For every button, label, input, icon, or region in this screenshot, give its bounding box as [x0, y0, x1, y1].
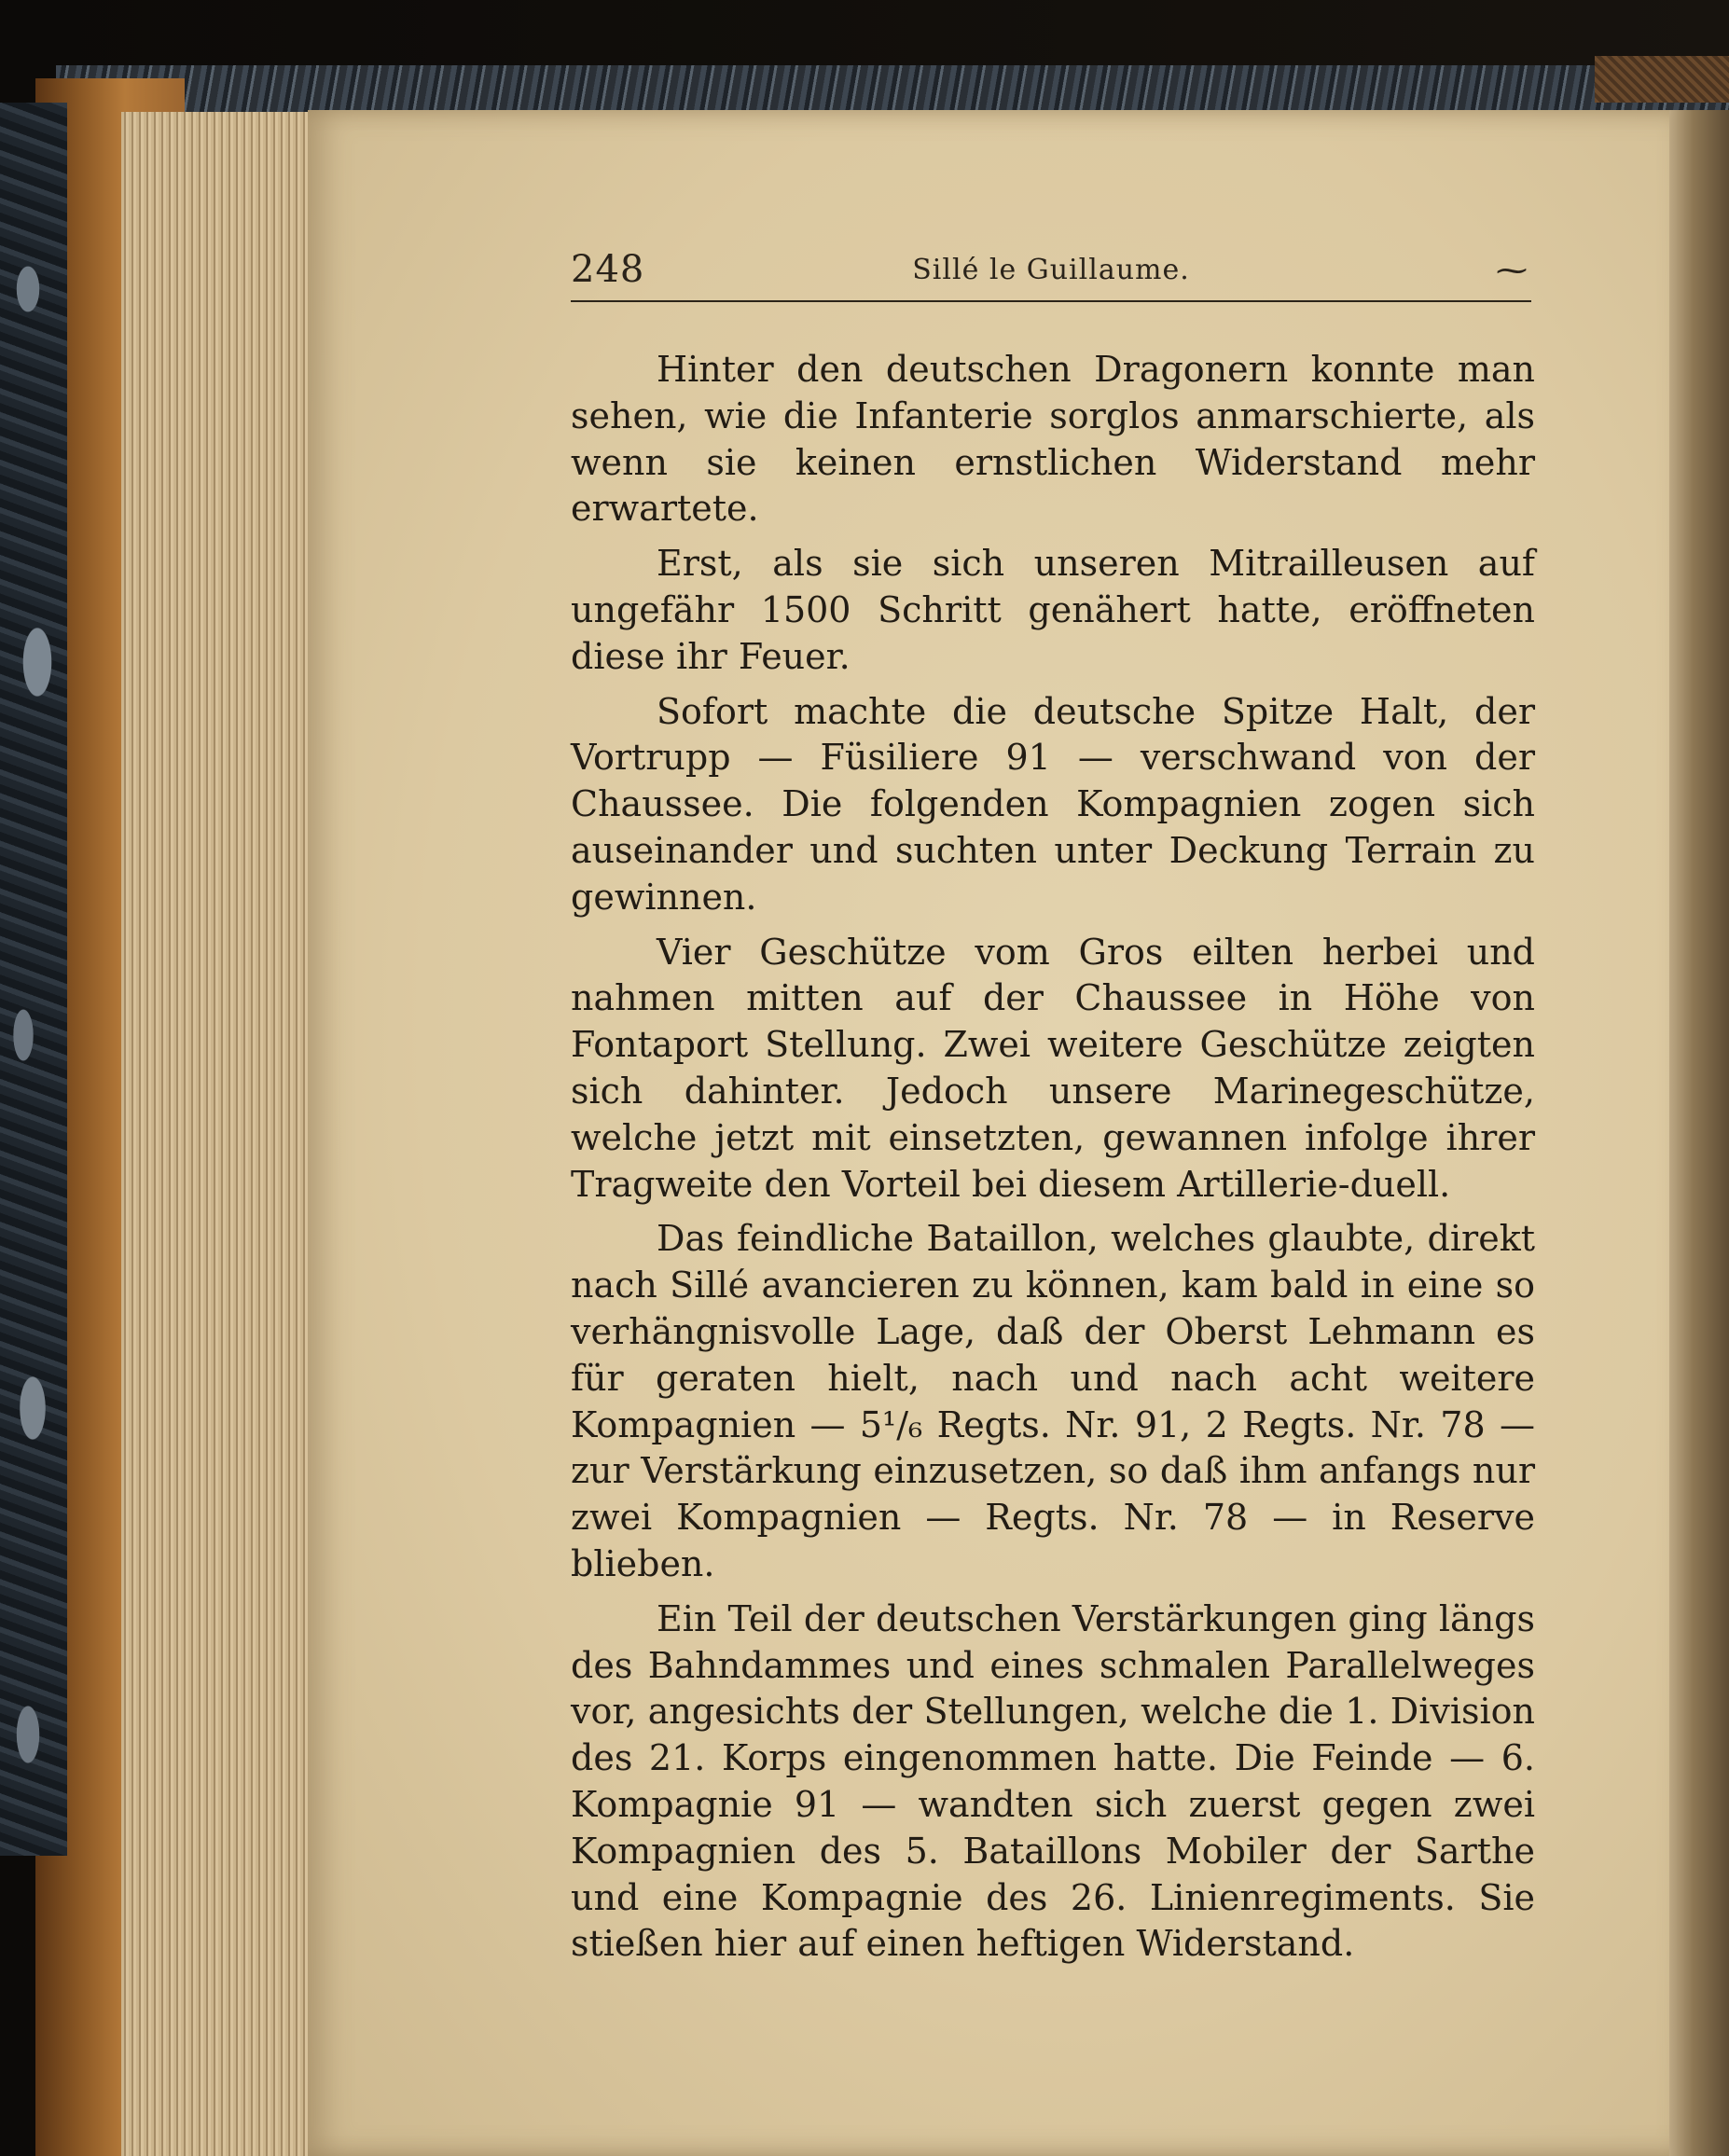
page-header: [571, 244, 1531, 302]
cloth-binding-corner: [1595, 56, 1729, 103]
paragraph: Das feindliche Bataillon, welches glaubte, direkt nach Sillé avancieren zu können, kam bald in eine so verhängnisvolle Lage, daß der Oberst Lehmann es für geraten hielt, nach und nach acht weitere Kompagnien — 5¹/₆ Regts. Nr. 91, 2 Regts. Nr. 78 — zur Verstärkung einzusetzen, so daß ihm anfangs nur zwei Kompagnien — Regts. Nr. 78 — in Reserve blieben.: [571, 1218, 1535, 1584]
body-text: [571, 347, 1535, 1976]
paragraph: Ein Teil der deutschen Verstärkungen ging längs des Bahndammes und eines schmalen Parallelweges vor, angesichts der Stellungen, welche die 1. Division des 21. Korps eingenommen hatte. Die Feinde — 6. Kompagnie 91 — wandten sich zuerst gegen zwei Kompagnien des 5. Bataillons Mobiler der Sarthe und eine Kompagnie des 26. Linienregiments. Sie stießen hier auf einen heftigen Widerstand.: [571, 1597, 1535, 1965]
signature-mark: ⁓: [1496, 252, 1528, 289]
paragraph: Vier Geschütze vom Gros eilten herbei und nahmen mitten auf der Chaussee in Höhe von Fontaport Stellung. Zwei weitere Geschütze zeigten sich dahinter. Jedoch unsere Marinegeschütze, welche jetzt mit einsetzten, gewannen infolge ihrer Tragweite den Vorteil bei diesem Artillerie-duell.: [571, 931, 1535, 1205]
page-edges: [121, 112, 326, 2156]
paragraph: Erst, als sie sich unseren Mitrailleusen auf ungefähr 1500 Schritt genähert hatte, eröffneten diese ihr Feuer.: [571, 543, 1535, 677]
page-gutter: [1669, 110, 1729, 2156]
marbled-board: [0, 103, 67, 1856]
paragraph: Hinter den deutschen Dragonern konnte man sehen, wie die Infanterie sorglos anmarschierte, als wenn sie keinen ernstlichen Widerstand mehr erwartete.: [571, 349, 1535, 530]
page-number: 248: [571, 248, 645, 291]
running-head: Sillé le Guillaume.: [912, 254, 1190, 286]
paragraph: Sofort machte die deutsche Spitze Halt, der Vortrupp — Füsiliere 91 — verschwand von der Chaussee. Die folgenden Kompagnien zogen sich auseinander und suchten unter Deckung Terrain zu gewinnen.: [571, 690, 1535, 918]
